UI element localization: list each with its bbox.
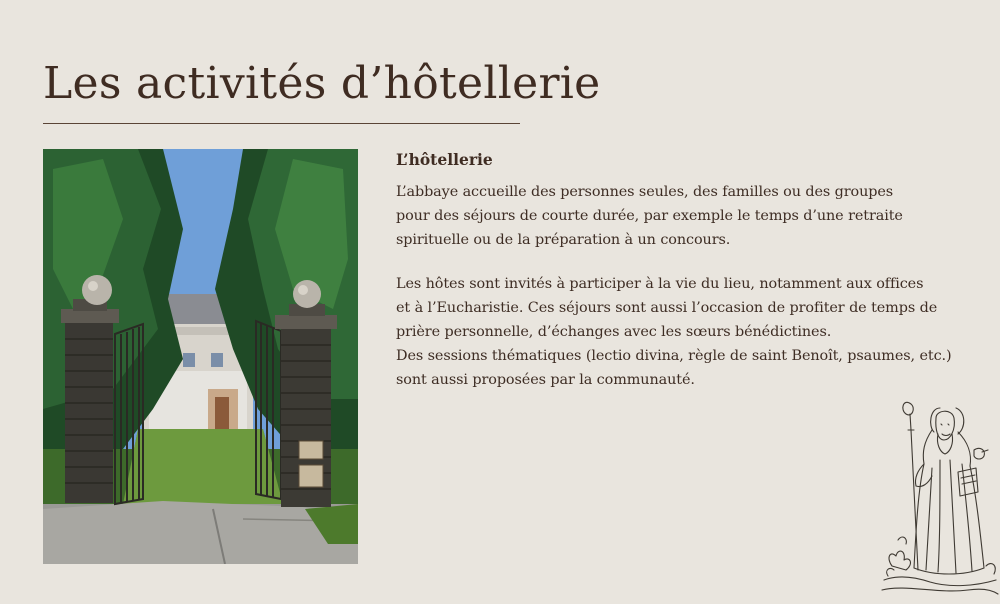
paragraph-line: pour des séjours de courte durée, par exemple le temps d’une retraite — [396, 208, 903, 224]
abbey-gate-photo — [43, 149, 358, 564]
guests-paragraph — [396, 272, 952, 392]
saint-benedict-illustration — [878, 390, 1000, 600]
title-divider — [43, 123, 520, 124]
paragraph-line: et à l’Eucharistie. Ces séjours sont aussi l’occasion de profiter de temps de — [396, 300, 938, 316]
paragraph-line: sont aussi proposées par la communauté. — [396, 372, 695, 388]
paragraph-line: Des sessions thématiques (lectio divina, règle de saint Benoît, psaumes, etc.) — [396, 348, 952, 364]
paragraph-line: Les hôtes sont invités à participer à la vie du lieu, notamment aux offices — [396, 276, 924, 292]
paragraph-line: spirituelle ou de la préparation à un concours. — [396, 232, 731, 248]
intro-paragraph — [396, 180, 903, 252]
paragraph-line: prière personnelle, d’échanges avec les sœurs bénédictines. — [396, 324, 832, 340]
paragraph-line: L’abbaye accueille des personnes seules, des familles ou des groupes — [396, 184, 894, 200]
section-heading: L’hôtellerie — [396, 150, 493, 169]
page-title: Les activités d’hôtellerie — [43, 58, 601, 109]
